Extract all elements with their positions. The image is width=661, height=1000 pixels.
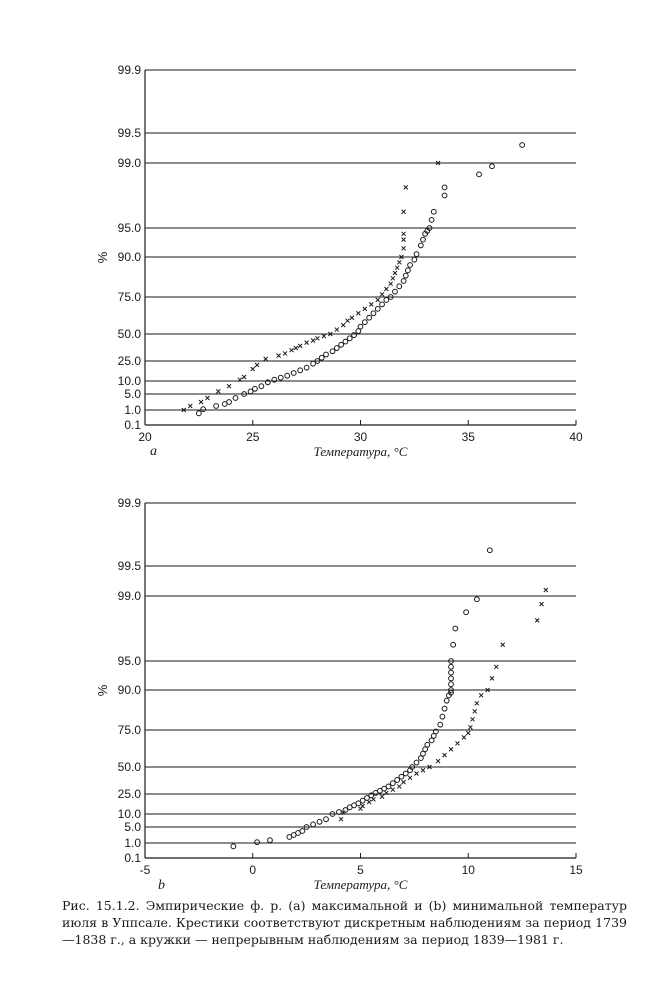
panel-a-cross-point bbox=[402, 238, 406, 242]
panel-a-cross-point bbox=[335, 328, 339, 332]
panel-b-cross-point bbox=[380, 795, 384, 799]
panel-a-circle-point bbox=[520, 143, 525, 148]
panel-b-y-tick-label: 99.9 bbox=[117, 496, 141, 510]
panel-a-cross-point bbox=[380, 292, 384, 296]
panel-a-circle-point bbox=[403, 273, 408, 278]
panel-a-circle-point bbox=[324, 352, 329, 357]
panel-a-x-tick-label: 40 bbox=[569, 430, 583, 444]
panel-a-circle-point bbox=[397, 284, 402, 289]
panel-b-circle-point bbox=[453, 626, 458, 631]
panel-a-cross-point bbox=[393, 271, 397, 275]
panel-a-circle-point bbox=[334, 346, 339, 351]
panel-b-circle-point bbox=[324, 817, 329, 822]
panel-a-cross-point bbox=[255, 363, 259, 367]
panel-a-cross-point bbox=[376, 298, 380, 302]
panel-b-x-tick-label: 0 bbox=[249, 863, 257, 877]
panel-b-y-tick-label: 95.0 bbox=[117, 654, 141, 668]
panel-a-cross-point bbox=[283, 351, 287, 355]
panel-b-cross-point bbox=[443, 753, 447, 757]
panel-b-cross-point bbox=[339, 817, 343, 821]
panel-a-y-tick-label: 5.0 bbox=[124, 387, 141, 401]
panel-a-circle-point bbox=[490, 164, 495, 169]
panel-b-cross-point bbox=[455, 741, 459, 745]
panel-a-circle-point bbox=[408, 263, 413, 268]
panel-b-cross-point bbox=[421, 768, 425, 772]
panel-a-y-tick-label: 10.0 bbox=[117, 374, 141, 388]
panel-b-chart bbox=[95, 496, 583, 893]
panel-a-circle-point bbox=[401, 279, 406, 284]
panel-a-y-tick-label: 25.0 bbox=[117, 354, 141, 368]
panel-b-circle-point bbox=[231, 844, 236, 849]
panel-b-cross-point bbox=[473, 709, 477, 713]
panel-a-cross-point bbox=[369, 302, 373, 306]
panel-a-circle-point bbox=[339, 342, 344, 347]
panel-b-x-tick-label: 10 bbox=[461, 863, 475, 877]
panel-b-cross-point bbox=[371, 797, 375, 801]
panel-b-cross-point bbox=[479, 693, 483, 697]
panel-b-circle-point bbox=[444, 698, 449, 703]
panel-b-circle-point bbox=[268, 838, 273, 843]
panel-a-cross-point bbox=[264, 357, 268, 361]
panel-b-cross-point bbox=[466, 731, 470, 735]
panel-b-cross-point bbox=[471, 717, 475, 721]
panel-b-circle-point bbox=[440, 714, 445, 719]
panel-b-cross-point bbox=[475, 701, 479, 705]
panel-b-circle-point bbox=[438, 722, 443, 727]
panel-a-circle-point bbox=[278, 375, 283, 380]
panel-b-y-tick-label: 75.0 bbox=[117, 723, 141, 737]
panel-b-circle-point bbox=[395, 778, 400, 783]
panel-b-cross-point bbox=[501, 643, 505, 647]
panel-b-cross-point bbox=[408, 776, 412, 780]
panel-a-cross-point bbox=[227, 384, 231, 388]
panel-a-x-axis-label: Температура, °C bbox=[313, 444, 408, 459]
panel-a-circle-point bbox=[371, 311, 376, 316]
panel-a-cross-point bbox=[356, 311, 360, 315]
panel-a-circle-point bbox=[477, 172, 482, 177]
panel-b-circle-point bbox=[487, 548, 492, 553]
panel-a-circle-point bbox=[233, 396, 238, 401]
panel-b-cross-point bbox=[436, 759, 440, 763]
panel-b-y-axis-label: % bbox=[95, 684, 110, 697]
panel-a-circle-point bbox=[367, 315, 372, 320]
panel-a-y-tick-label: 99.5 bbox=[117, 126, 141, 140]
panel-a-circle-point bbox=[431, 209, 436, 214]
panel-a-circle-point bbox=[414, 252, 419, 257]
panel-b-cross-point bbox=[468, 725, 472, 729]
panel-b-cross-point bbox=[449, 747, 453, 751]
panel-b-circle-point bbox=[255, 840, 260, 845]
panel-a-cross-point bbox=[251, 367, 255, 371]
panel-a-circle-point bbox=[343, 339, 348, 344]
panel-b-y-tick-label: 25.0 bbox=[117, 787, 141, 801]
panel-a-x-tick-label: 30 bbox=[353, 430, 368, 444]
panel-a-circle-point bbox=[418, 243, 423, 248]
panel-b-circle-point bbox=[449, 676, 454, 681]
panel-a-y-tick-label: 0.1 bbox=[124, 418, 141, 432]
panel-a-circle-point bbox=[352, 333, 357, 338]
panel-a-cross-point bbox=[311, 338, 315, 342]
panel-b-y-tick-label: 0.1 bbox=[124, 851, 141, 865]
panel-a-cross-point bbox=[350, 316, 354, 320]
panel-a-y-tick-label: 95.0 bbox=[117, 221, 141, 235]
panel-a-cross-point bbox=[188, 404, 192, 408]
panel-a-cross-point bbox=[346, 319, 350, 323]
panel-b-x-tick-label: 15 bbox=[569, 863, 583, 877]
panel-a-cross-point bbox=[298, 344, 302, 348]
panel-a-cross-point bbox=[389, 282, 393, 286]
panel-a-cross-point bbox=[397, 260, 401, 264]
panel-b-cross-point bbox=[415, 771, 419, 775]
panel-a-cross-point bbox=[305, 341, 309, 345]
panel-b-circle-point bbox=[464, 610, 469, 615]
panel-b-circle-point bbox=[449, 664, 454, 669]
panel-a-circle-point bbox=[442, 193, 447, 198]
panel-b-cross-point bbox=[490, 676, 494, 680]
panel-b-circle-point bbox=[399, 774, 404, 779]
panel-b-cross-point bbox=[367, 800, 371, 804]
panel-a-circle-point bbox=[304, 365, 309, 370]
panel-b-cross-point bbox=[462, 735, 466, 739]
panel-a-cross-point bbox=[242, 375, 246, 379]
panel-a-panel-label: a bbox=[150, 444, 157, 459]
panel-a-circle-point bbox=[358, 324, 363, 329]
panel-a-cross-point bbox=[402, 246, 406, 250]
panel-a-circle-point bbox=[384, 298, 389, 303]
panel-b-circle-point bbox=[451, 642, 456, 647]
panel-a-cross-point bbox=[363, 307, 367, 311]
panel-b-y-tick-label: 99.0 bbox=[117, 589, 141, 603]
panel-a-cross-point bbox=[322, 334, 326, 338]
panel-b-y-tick-label: 99.5 bbox=[117, 559, 141, 573]
panel-b-circle-point bbox=[442, 706, 447, 711]
panel-a-y-tick-label: 1.0 bbox=[124, 403, 141, 417]
panel-b-circle-point bbox=[403, 771, 408, 776]
panel-a-circle-point bbox=[298, 368, 303, 373]
panel-a-circle-point bbox=[319, 355, 324, 360]
panel-a-circle-point bbox=[214, 404, 219, 409]
panel-a-circle-point bbox=[412, 257, 417, 262]
panel-b-cross-point bbox=[397, 784, 401, 788]
panel-a-circle-point bbox=[429, 217, 434, 222]
panel-a-x-tick-label: 20 bbox=[138, 430, 152, 444]
panel-b-x-tick-label: -5 bbox=[139, 863, 151, 877]
panel-a-cross-point bbox=[395, 266, 399, 270]
panel-a-cross-point bbox=[402, 232, 406, 236]
figure-caption: Рис. 15.1.2. Эмпирические ф. р. (a) максимальной и (b) минимальной температур июля в Уппсале. Крестики соответствуют дискретным наблюдениям за период 1739—1838 г., а кружки — непрерывным наблюдениям за период 1839—1981 г. bbox=[62, 898, 627, 947]
panel-a-x-tick-label: 25 bbox=[246, 430, 260, 444]
panel-b-cross-point bbox=[402, 780, 406, 784]
panel-a-cross-point bbox=[199, 400, 203, 404]
panel-a-cross-point bbox=[404, 185, 408, 189]
panel-a-y-tick-label: 99.0 bbox=[117, 156, 141, 170]
panel-a-cross-point bbox=[341, 323, 345, 327]
panel-a-cross-point bbox=[205, 396, 209, 400]
panel-a-circle-point bbox=[362, 320, 367, 325]
panel-a-x-tick-label: 35 bbox=[461, 430, 475, 444]
panel-a-y-axis-label: % bbox=[95, 251, 110, 264]
panel-a-circle-point bbox=[393, 289, 398, 294]
panel-b-y-tick-label: 10.0 bbox=[117, 807, 141, 821]
panel-b-cross-point bbox=[544, 588, 548, 592]
panel-a-cross-point bbox=[391, 276, 395, 280]
panel-b-y-tick-label: 50.0 bbox=[117, 760, 141, 774]
panel-b-circle-point bbox=[414, 760, 419, 765]
panel-b-cross-point bbox=[361, 804, 365, 808]
panel-a-cross-point bbox=[277, 354, 281, 358]
panel-b-x-axis-label: Температура, °C bbox=[313, 877, 408, 892]
panel-b-y-tick-label: 90.0 bbox=[117, 683, 141, 697]
panel-b-circle-point bbox=[317, 819, 322, 824]
panel-a-circle-point bbox=[406, 268, 411, 273]
panel-b-cross-point bbox=[391, 788, 395, 792]
panel-a-circle-point bbox=[380, 302, 385, 307]
panel-b-cross-point bbox=[540, 602, 544, 606]
panel-b-panel-label: b bbox=[158, 878, 165, 893]
panel-a-circle-point bbox=[253, 386, 258, 391]
panel-b-y-tick-label: 5.0 bbox=[124, 820, 141, 834]
panel-a-circle-point bbox=[196, 411, 201, 416]
panel-a-circle-point bbox=[442, 185, 447, 190]
panel-a-circle-point bbox=[201, 407, 206, 412]
panel-b-circle-point bbox=[449, 682, 454, 687]
panel-a-circle-point bbox=[421, 237, 426, 242]
panel-b-circle-point bbox=[425, 742, 430, 747]
panel-a-circle-point bbox=[227, 400, 232, 405]
panel-b-circle-point bbox=[386, 784, 391, 789]
panel-b-y-tick-label: 1.0 bbox=[124, 836, 141, 850]
panel-b-circle-point bbox=[449, 670, 454, 675]
panel-b-circle-point bbox=[300, 829, 305, 834]
panel-a-y-tick-label: 75.0 bbox=[117, 290, 141, 304]
panel-b-circle-point bbox=[311, 822, 316, 827]
panel-a-chart bbox=[95, 63, 583, 459]
panel-a-cross-point bbox=[216, 389, 220, 393]
panel-a-cross-point bbox=[290, 348, 294, 352]
panel-a-circle-point bbox=[330, 349, 335, 354]
panel-a-cross-point bbox=[402, 210, 406, 214]
panel-a-y-tick-label: 99.9 bbox=[117, 63, 141, 77]
panel-b-circle-point bbox=[474, 597, 479, 602]
panel-a-circle-point bbox=[347, 336, 352, 341]
panel-b-circle-point bbox=[390, 781, 395, 786]
panel-a-cross-point bbox=[315, 336, 319, 340]
panel-a-y-tick-label: 50.0 bbox=[117, 327, 141, 341]
panel-a-circle-point bbox=[259, 384, 264, 389]
panel-a-y-tick-label: 90.0 bbox=[117, 250, 141, 264]
panel-b-cross-point bbox=[494, 665, 498, 669]
panel-b-cross-point bbox=[535, 618, 539, 622]
panel-a-circle-point bbox=[291, 371, 296, 376]
panel-b-x-tick-label: 5 bbox=[357, 863, 364, 877]
panel-a-cross-point bbox=[294, 346, 298, 350]
panel-a-circle-point bbox=[285, 373, 290, 378]
panel-a-circle-point bbox=[375, 306, 380, 311]
panel-a-cross-point bbox=[384, 287, 388, 291]
